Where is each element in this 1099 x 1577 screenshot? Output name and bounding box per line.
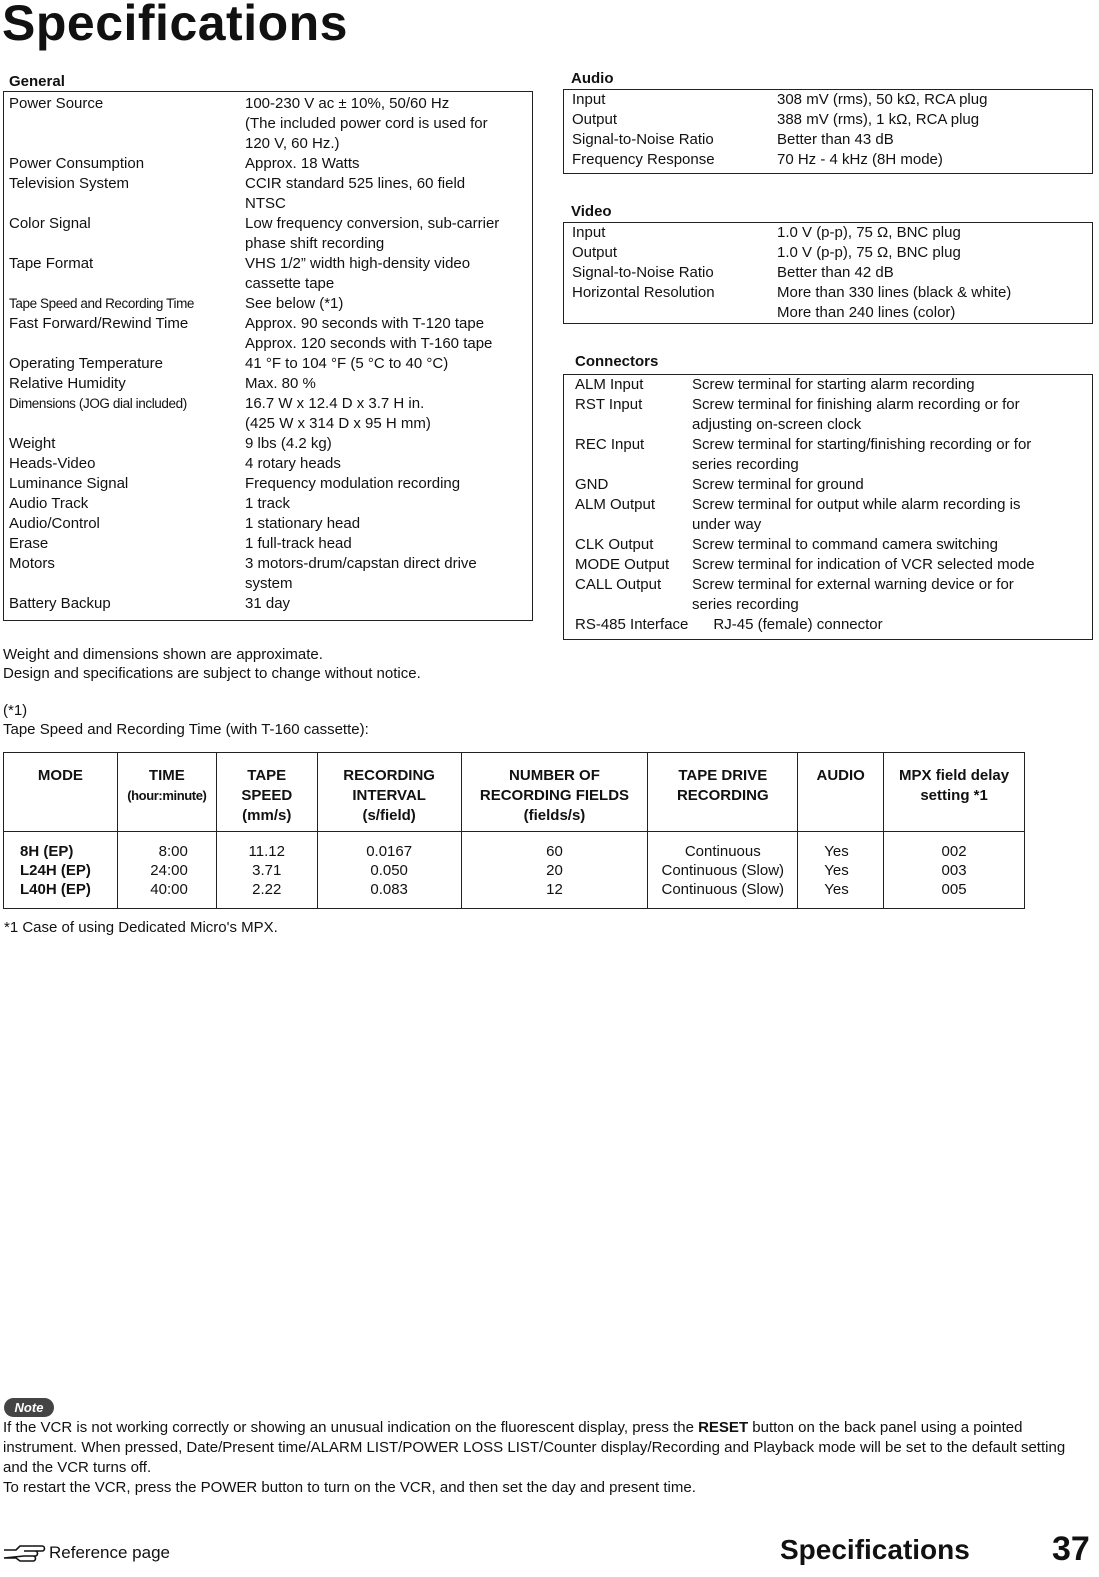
video-heading: Video [571,203,612,220]
audio-heading: Audio [571,70,614,87]
general-row [9,474,499,494]
general-label: Relative Humidity [9,375,126,392]
video-label: Horizontal Resolution [572,284,715,301]
connectors-row [575,375,1035,395]
connectors-label: GND [575,476,609,493]
connectors-label: MODE Output [575,556,670,573]
general-value [245,594,499,614]
general-row [9,94,499,154]
video-value-line: More than 330 lines (black & white) [777,284,1012,301]
general-value-line: 3 motors-drum/capstan direct drive [245,555,477,572]
general-value-line: Low frequency conversion, sub-carrier [245,215,500,232]
general-label: Tape Format [9,255,94,272]
connectors-value-line: Screw terminal to command camera switching [692,536,998,553]
general-row [9,174,499,214]
general-value-line: Approx. 18 Watts [245,155,360,172]
mode-column: 8H (EP) L24H (EP) L40H (EP) [4,832,118,909]
general-row [9,294,499,314]
general-label: Tape Speed and Recording Time [9,296,195,311]
header-mode: MODE [4,753,118,832]
header-time: TIME (hour:minute) [117,753,216,832]
general-label: Motors [9,555,55,572]
connectors-label: ALM Input [575,376,644,393]
connectors-value-line: Screw terminal for output while alarm recording is [692,496,1021,513]
reference-page [2,1542,170,1564]
page-number: 37 [1052,1530,1090,1568]
general-row [9,514,499,534]
video-label: Signal-to-Noise Ratio [572,264,714,281]
header-mpx: MPX field delay setting *1 [884,753,1025,832]
audio-column: Yes Yes Yes [798,832,884,909]
connectors-value [692,535,1035,555]
reference-page-label: Reference page [49,1543,170,1562]
general-value [245,494,499,514]
video-row [572,263,1011,283]
video-label: Input [572,224,606,241]
general-label: Battery Backup [9,595,111,612]
general-value-line: Approx. 90 seconds with T-120 tape [245,315,485,332]
general-label: Heads-Video [9,455,96,472]
general-label: Weight [9,435,56,452]
general-label: Color Signal [9,215,91,232]
general-label: Audio/Control [9,515,100,532]
general-value [245,254,499,294]
audio-label: Frequency Response [572,151,715,168]
connectors-row [575,535,1035,555]
audio-value-line: 308 mV (rms), 50 kΩ, RCA plug [777,91,988,108]
video-value-line: 1.0 V (p-p), 75 Ω, BNC plug [777,244,961,261]
video-table [572,223,1011,323]
connectors-label: ALM Output [575,496,656,513]
general-value [245,514,499,534]
general-value [245,154,499,174]
restart-note: To restart the VCR, press the POWER button to turn on the VCR, and then set the day and present time. [3,1479,696,1496]
general-row [9,594,499,614]
connectors-box [563,374,1093,640]
audio-value-line: 70 Hz - 4 kHz (8H mode) [777,151,943,168]
video-row [572,223,1011,243]
header-fields: NUMBER OF RECORDING FIELDS (fields/s) [461,753,648,832]
connectors-label: RST Input [575,396,643,413]
general-label: Power Source [9,95,104,112]
general-label: Luminance Signal [9,475,129,492]
general-value [245,534,499,554]
general-row [9,434,499,454]
connectors-table [575,375,1035,615]
approx-note: Weight and dimensions shown are approximate. [3,646,323,663]
audio-row [572,110,987,130]
connectors-value-line: Screw terminal for starting alarm recording [692,376,975,393]
header-drive: TAPE DRIVE RECORDING [648,753,798,832]
general-label: Fast Forward/Rewind Time [9,315,189,332]
audio-label: Output [572,111,618,128]
general-row [9,554,499,594]
general-row [9,154,499,174]
general-value [245,554,499,594]
video-row [572,243,1011,263]
general-value-line: VHS 1/2” width high-density video [245,255,471,272]
audio-label: Signal-to-Noise Ratio [572,131,714,148]
general-value-line: 1 full-track head [245,535,352,552]
general-value-line: Approx. 120 seconds with T-160 tape [245,335,493,352]
connectors-row [575,555,1035,575]
video-value [777,243,1011,263]
video-value [777,283,1011,323]
connectors-value [692,395,1035,435]
general-row [9,454,499,474]
connectors-row [575,435,1035,475]
video-value [777,263,1011,283]
audio-label: Input [572,91,606,108]
connectors-label: CALL Output [575,576,662,593]
general-heading: General [9,73,65,90]
rs485-label: RS-485 Interface [575,616,689,633]
connectors-label: REC Input [575,436,645,453]
general-row [9,534,499,554]
connectors-value-line: series recording [692,456,799,473]
connectors-value-line: Screw terminal for indication of VCR selected mode [692,556,1035,573]
video-value [777,223,1011,243]
video-row [572,283,1011,323]
video-label: Output [572,244,618,261]
general-value-line: 1 stationary head [245,515,361,532]
fields-column: 60 20 12 [461,832,648,909]
connectors-value-line: Screw terminal for finishing alarm recording or for [692,396,1020,413]
general-label: Television System [9,175,130,192]
table-footnote: *1 Case of using Dedicated Micro's MPX. [4,919,278,936]
general-value [245,454,499,474]
time-column: 8:00 24:00 40:00 [117,832,216,909]
connectors-value [692,375,1035,395]
video-value-line: More than 240 lines (color) [777,304,956,321]
general-label: Erase [9,535,49,552]
general-value [245,94,499,154]
general-value [245,354,499,374]
general-value-line: cassette tape [245,275,335,292]
audio-table [572,90,987,170]
general-row [9,354,499,374]
general-label: Operating Temperature [9,355,163,372]
connectors-value [692,475,1035,495]
interval-column: 0.0167 0.050 0.083 [317,832,461,909]
general-value-line: 41 °F to 104 °F (5 °C to 40 °C) [245,355,449,372]
general-value-line: (The included power cord is used for [245,115,488,132]
audio-value [777,90,987,110]
general-value-line: 1 track [245,495,291,512]
general-row [9,214,499,254]
general-value-line: 16.7 W x 12.4 D x 3.7 H in. [245,395,425,412]
reset-note: If the VCR is not working correctly or showing an unusual indication on the fluorescent display, press the RESET button on the back panel using a pointed instrument. When pressed, Date/Present time/ALARM LIST/POWER LOSS LIST/Counter display/Recording and Playback mode will be set to the default setting and the VCR turns off. [3,1419,1066,1476]
general-value-line: NTSC [245,195,286,212]
general-value [245,434,499,454]
connectors-value-line: under way [692,516,762,533]
connectors-row [575,395,1035,435]
general-row [9,314,499,354]
general-value-line: Frequency modulation recording [245,475,461,492]
connectors-value-line: adjusting on-screen clock [692,416,862,433]
connectors-row [575,475,1035,495]
general-value-line: Max. 80 % [245,375,316,392]
connectors-value [692,575,1035,615]
connectors-row [575,495,1035,535]
general-value-line: (425 W x 314 D x 95 H mm) [245,415,431,432]
general-label: Dimensions (JOG dial included) [9,396,187,411]
connectors-value-line: Screw terminal for ground [692,476,864,493]
header-speed: TAPE SPEED (mm/s) [216,753,317,832]
general-value-line: See below (*1) [245,295,344,312]
pointing-hand-icon [2,1542,46,1564]
general-value-line: phase shift recording [245,235,385,252]
connectors-value [692,435,1035,475]
general-row [9,394,499,434]
general-row [9,254,499,294]
general-value [245,214,499,254]
connectors-value-line: series recording [692,596,799,613]
general-value [245,174,499,214]
general-value [245,474,499,494]
general-value [245,314,499,354]
change-note: Design and specifications are subject to change without notice. [3,665,421,682]
general-value [245,374,499,394]
tape-table-header [4,753,1025,832]
header-interval: RECORDING INTERVAL (s/field) [317,753,461,832]
general-value-line: 4 rotary heads [245,455,341,472]
general-table [9,94,499,614]
footer-section-title: Specifications [780,1534,970,1565]
general-value [245,294,499,314]
general-box [3,91,533,621]
general-value [245,394,499,434]
connectors-value-line: Screw terminal for external warning device or for [692,576,1014,593]
connectors-value [692,555,1035,575]
header-audio: AUDIO [798,753,884,832]
audio-value [777,130,987,150]
general-value-line: 31 day [245,595,291,612]
video-box [563,222,1093,324]
speed-column: 11.12 3.71 2.22 [216,832,317,909]
audio-row [572,90,987,110]
connectors-value-line: Screw terminal for starting/finishing recording or for [692,436,1032,453]
general-row [9,494,499,514]
general-row [9,374,499,394]
general-value-line: CCIR standard 525 lines, 60 field [245,175,466,192]
rs485-value: RJ-45 (female) connector [713,616,883,633]
connectors-value [692,495,1035,535]
connectors-heading: Connectors [575,353,659,370]
general-value-line: 120 V, 60 Hz.) [245,135,340,152]
audio-value-line: 388 mV (rms), 1 kΩ, RCA plug [777,111,980,128]
general-value-line: system [245,575,293,592]
connectors-label: CLK Output [575,536,654,553]
note-badge: Note [4,1398,54,1417]
tape-table-body [4,832,1025,909]
ref-mark: (*1) [3,702,28,719]
page-title: Specifications [2,0,348,51]
audio-box [563,89,1093,174]
tape-speed-table [3,752,1025,909]
general-label: Audio Track [9,495,89,512]
rs485-row [575,615,1092,635]
general-value-line: 9 lbs (4.2 kg) [245,435,332,452]
general-label: Power Consumption [9,155,145,172]
video-value-line: 1.0 V (p-p), 75 Ω, BNC plug [777,224,961,241]
audio-value [777,110,987,130]
table-caption: Tape Speed and Recording Time (with T-160 cassette): [3,721,369,738]
general-value-line: 100-230 V ac ± 10%, 50/60 Hz [245,95,450,112]
audio-value-line: Better than 43 dB [777,131,894,148]
audio-value [777,150,987,170]
audio-row [572,150,987,170]
connectors-row [575,575,1035,615]
drive-column: Continuous Continuous (Slow) Continuous (Slow) [648,832,798,909]
mpx-column: 002 003 005 [884,832,1025,909]
audio-row [572,130,987,150]
video-value-line: Better than 42 dB [777,264,894,281]
